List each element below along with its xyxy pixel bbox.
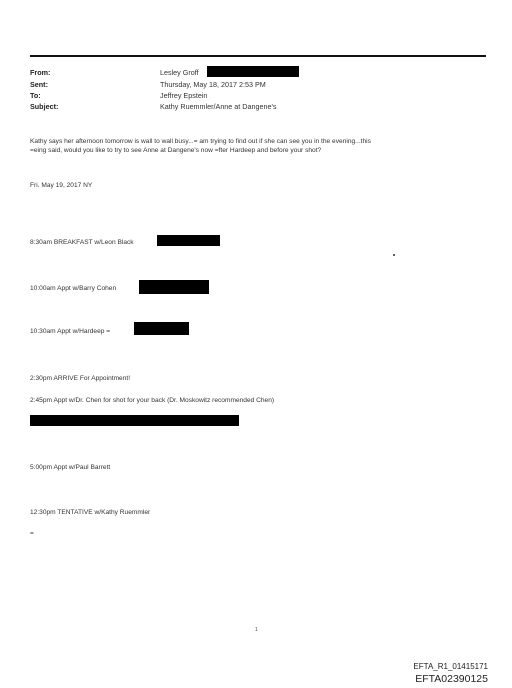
redaction-4: [30, 415, 239, 426]
appointment-7: 12:30pm TENTATIVE w/Kathy Ruemmler: [30, 509, 151, 516]
redaction-2: [139, 280, 209, 294]
subject-value: Kathy Ruemmler/Anne at Dangene's: [160, 102, 277, 111]
appointment-3: 10:30am Appt w/Hardeep =: [30, 328, 111, 335]
sent-label: Sent:: [30, 80, 48, 89]
from-label: From:: [30, 68, 51, 77]
redaction-from: [207, 66, 299, 77]
appointment-5: 2:45pm Appt w/Dr. Chen for shot for your back (Dr. Moskowitz recommended Chen): [30, 397, 275, 404]
end-mark: =: [30, 530, 34, 537]
appointment-1: 8:30am BREAKFAST w/Leon Black: [30, 239, 134, 246]
appointment-2: 10:00am Appt w/Barry Cohen: [30, 285, 117, 292]
redaction-1: [157, 235, 220, 246]
subject-label: Subject:: [30, 102, 59, 111]
appointment-6: 5:00pm Appt w/Paul Barrett: [30, 464, 111, 471]
footer-id-2: EFTA02390125: [415, 673, 488, 685]
body-line-2: =eing said, would you like to try to see Anne at Dangene's now =fter Hardeep and before your shot?: [30, 147, 322, 154]
to-label: To:: [30, 91, 41, 100]
header-rule: [30, 55, 486, 57]
sent-value: Thursday, May 18, 2017 2:53 PM: [160, 80, 266, 89]
appointment-4: 2:30pm ARRIVE For Appointment!: [30, 375, 131, 382]
redaction-3: [134, 322, 189, 335]
to-value: Jeffrey Epstein: [160, 91, 208, 100]
stray-mark: [393, 254, 395, 256]
from-value: Lesley Groff: [160, 68, 199, 77]
footer-id-1: EFTA_R1_01415171: [413, 662, 488, 671]
body-line-1: Kathy says her afternoon tomorrow is wall to wall busy...= am trying to find out if she can see you in the evening...this: [30, 138, 371, 145]
date-line: Fri. May 19, 2017 NY: [30, 182, 93, 189]
page-number: 1: [255, 627, 258, 633]
